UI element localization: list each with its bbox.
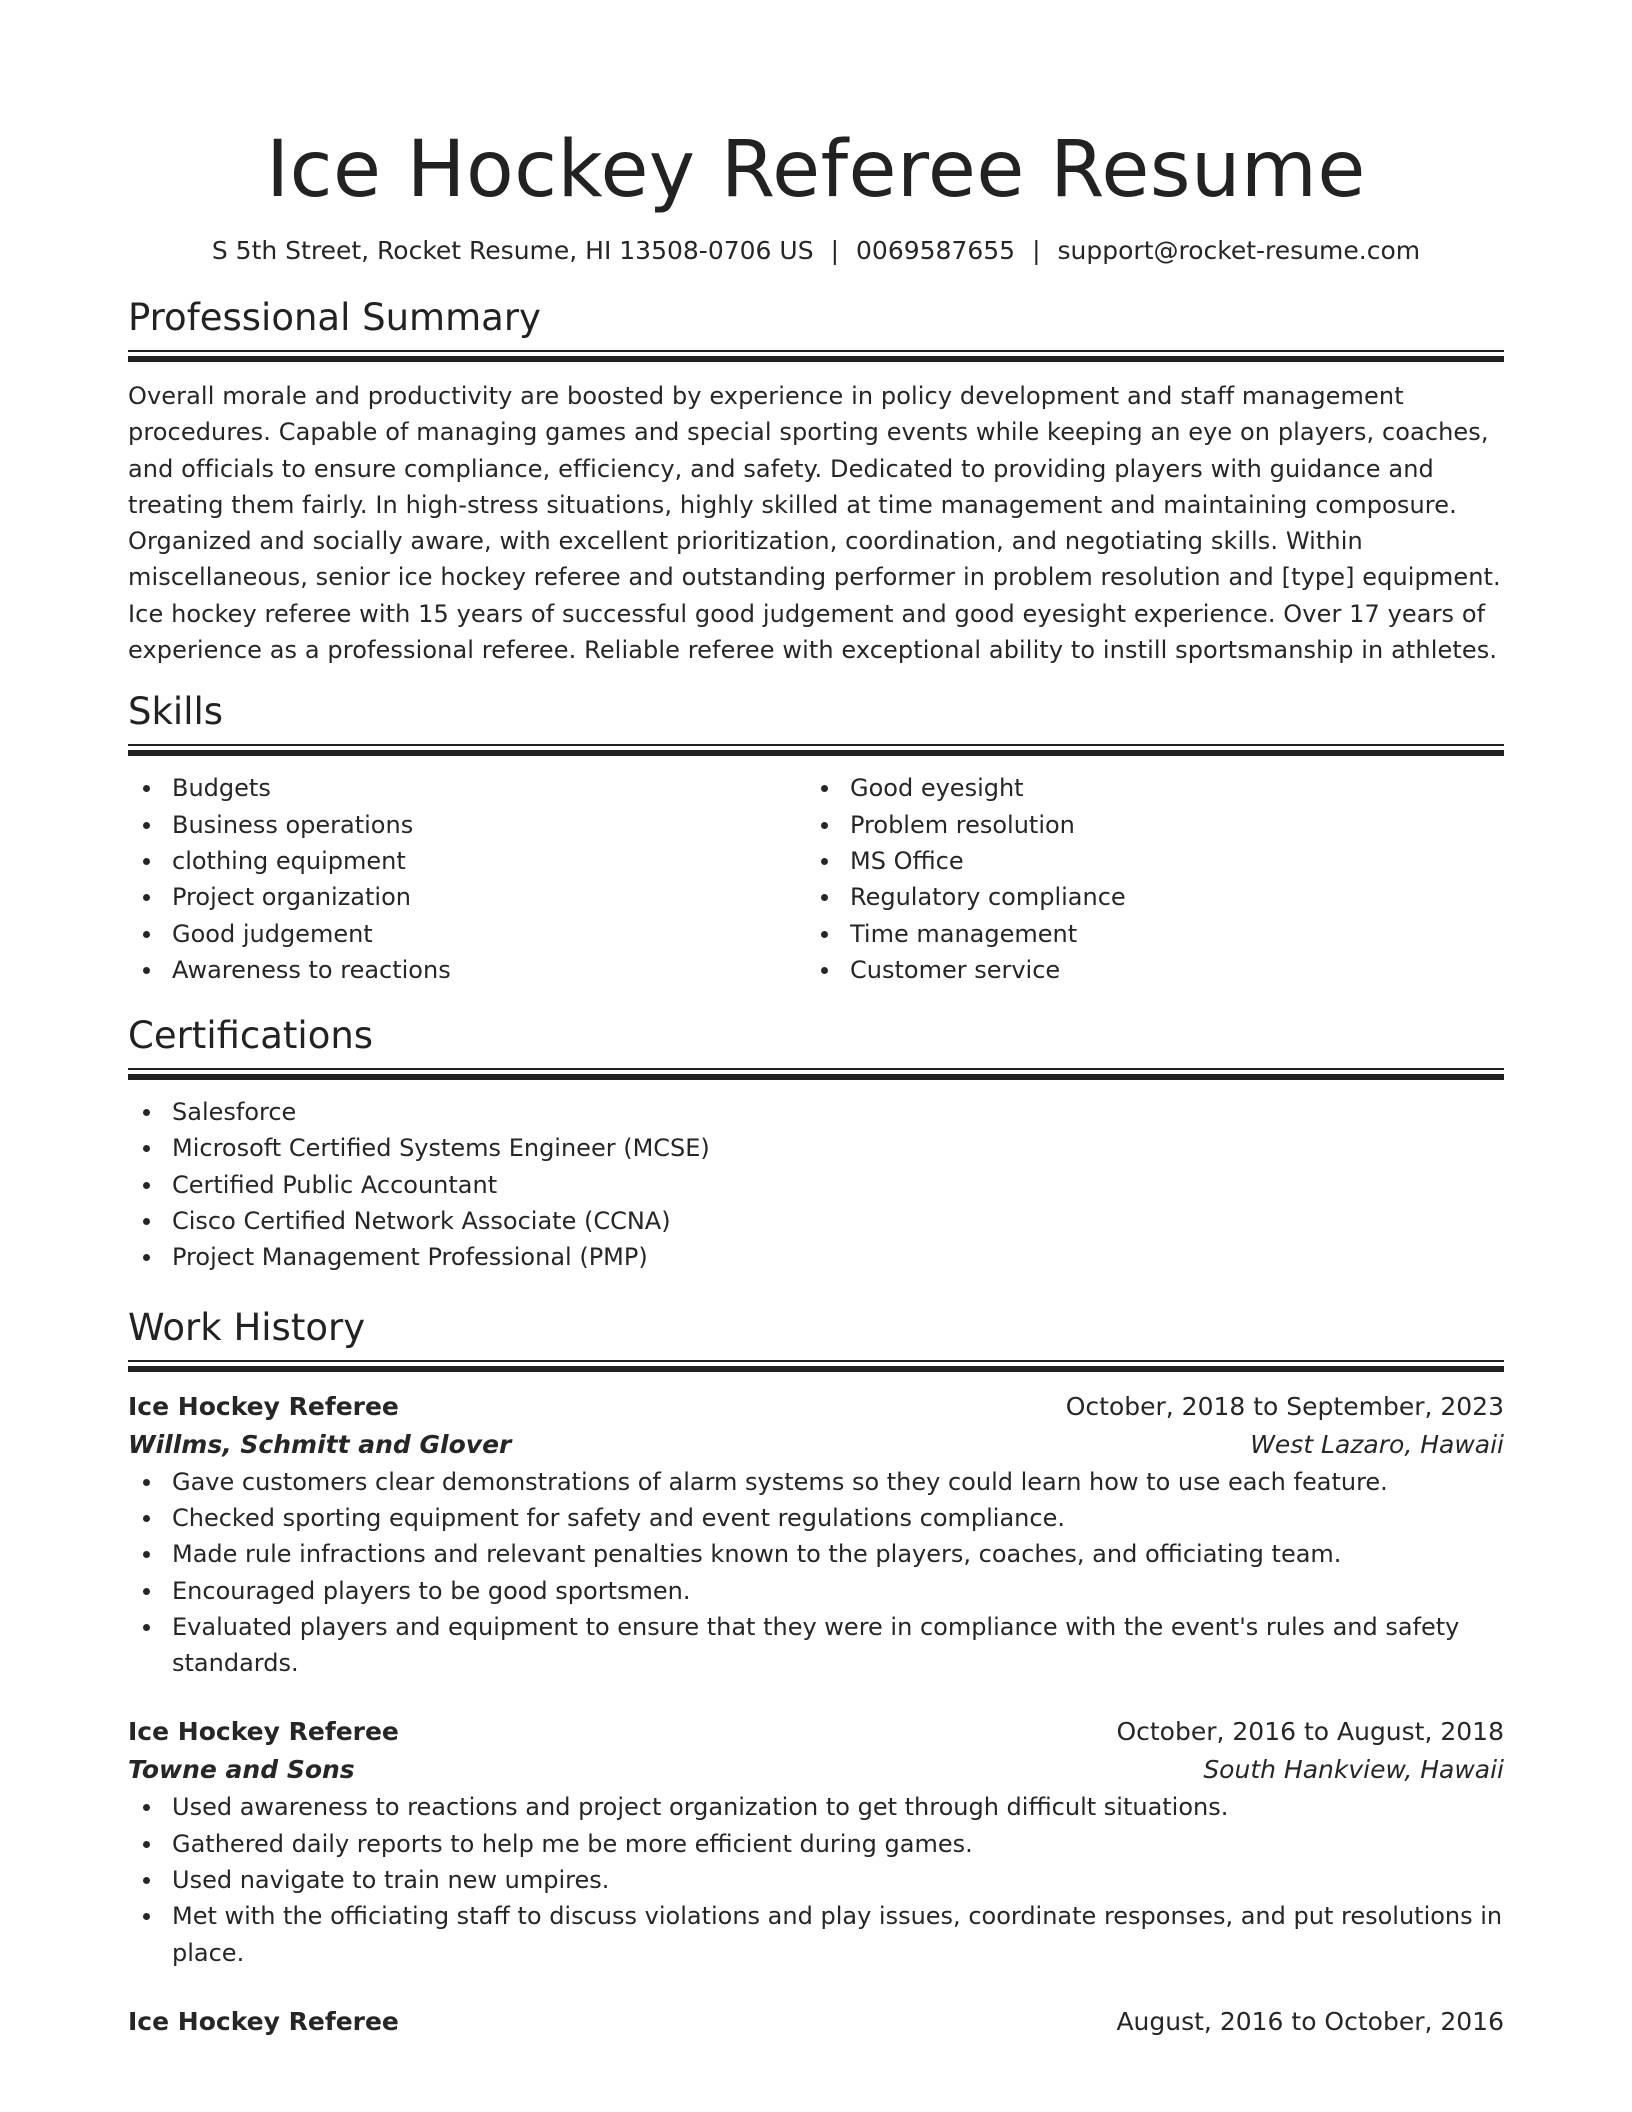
section-divider bbox=[128, 744, 1504, 756]
section-divider bbox=[128, 350, 1504, 362]
job-location: West Lazaro, Hawaii bbox=[1250, 1429, 1504, 1459]
resume-title: Ice Hockey Referee Resume bbox=[266, 125, 1366, 215]
skills-heading: Skills bbox=[128, 690, 224, 734]
skill-item: MS Office bbox=[806, 843, 1484, 879]
job-header bbox=[128, 1388, 1504, 1426]
work-history-section bbox=[128, 1304, 1504, 2041]
job-bullet: Met with the officiating staff to discuss violations and play issues, coordinate responses, and put resolutions in place. bbox=[128, 1898, 1504, 1971]
skills-column-right bbox=[806, 770, 1484, 988]
skill-item: Budgets bbox=[128, 770, 806, 806]
job-bullet: Evaluated players and equipment to ensure that they were in compliance with the event's rules and safety standards. bbox=[128, 1609, 1504, 1682]
job-entry bbox=[128, 1388, 1504, 1682]
skills-list-right bbox=[806, 770, 1484, 988]
job-bullet: Made rule infractions and relevant penalties known to the players, coaches, and officiating team. bbox=[128, 1536, 1504, 1572]
certification-item: Project Management Professional (PMP) bbox=[128, 1239, 1504, 1275]
job-dates: October, 2016 to August, 2018 bbox=[1116, 1717, 1504, 1747]
job-title: Ice Hockey Referee bbox=[128, 1391, 399, 1421]
job-bullet: Gave customers clear demonstrations of alarm systems so they could learn how to use each feature. bbox=[128, 1464, 1504, 1500]
job-bullets bbox=[128, 1789, 1504, 1970]
skill-item: Customer service bbox=[806, 952, 1484, 988]
contact-separator: | bbox=[1032, 236, 1041, 265]
job-bullet: Checked sporting equipment for safety and event regulations compliance. bbox=[128, 1500, 1504, 1536]
job-entry bbox=[128, 2003, 1504, 2041]
job-bullet: Used awareness to reactions and project organization to get through difficult situations. bbox=[128, 1789, 1504, 1825]
skill-item: Problem resolution bbox=[806, 807, 1484, 843]
work-history-heading: Work History bbox=[128, 1305, 366, 1349]
skill-item: Business operations bbox=[128, 807, 806, 843]
skill-item: Regulatory compliance bbox=[806, 879, 1484, 915]
skill-item: clothing equipment bbox=[128, 843, 806, 879]
certification-item: Salesforce bbox=[128, 1094, 1504, 1130]
summary-heading: Professional Summary bbox=[128, 296, 541, 339]
certification-item: Certified Public Accountant bbox=[128, 1167, 1504, 1203]
job-dates: October, 2018 to September, 2023 bbox=[1065, 1391, 1504, 1421]
summary-section bbox=[128, 294, 1504, 668]
contact-address: S 5th Street, Rocket Resume, HI 13508-0706 US bbox=[211, 236, 814, 265]
job-bullet: Gathered daily reports to help me be more efficient during games. bbox=[128, 1826, 1504, 1862]
skills-grid bbox=[128, 770, 1504, 988]
job-header bbox=[128, 2003, 1504, 2041]
skill-item: Awareness to reactions bbox=[128, 952, 806, 988]
job-title: Ice Hockey Referee bbox=[128, 1717, 399, 1747]
job-subheader bbox=[128, 1426, 1504, 1464]
certifications-list bbox=[128, 1094, 1504, 1275]
contact-separator: | bbox=[830, 236, 840, 265]
certifications-section bbox=[128, 1012, 1504, 1275]
job-location: South Hankview, Hawaii bbox=[1203, 1755, 1504, 1785]
skill-item: Time management bbox=[806, 916, 1484, 952]
section-divider bbox=[128, 1360, 1504, 1372]
certification-item: Cisco Certified Network Associate (CCNA) bbox=[128, 1203, 1504, 1239]
contact-email[interactable]: support@rocket-resume.com bbox=[1057, 236, 1421, 265]
contact-phone: 0069587655 bbox=[856, 236, 1016, 265]
skill-item: Good judgement bbox=[128, 916, 806, 952]
job-bullet: Used navigate to train new umpires. bbox=[128, 1862, 1504, 1898]
job-company: Towne and Sons bbox=[128, 1755, 355, 1785]
job-dates: August, 2016 to October, 2016 bbox=[1116, 2006, 1504, 2036]
contact-line bbox=[128, 234, 1504, 268]
skill-item: Project organization bbox=[128, 879, 806, 915]
job-bullet: Encouraged players to be good sportsmen. bbox=[128, 1573, 1504, 1609]
summary-text: Overall morale and productivity are boosted by experience in policy development and staff management procedures. Capable of managing games and special sporting events while keeping an eye on players, coaches, and officials to ensure compliance, efficiency, and safety. Dedicated to providing players with guidance and treating them fairly. In high-stress situations, highly skilled at time management and maintaining composure. Organized and socially aware, with excellent prioritization, coordination, and negotiating skills. Within miscellaneous, senior ice hockey referee and outstanding performer in problem resolution and [type] equipment. Ice hockey referee with 15 years of successful good judgement and good eyesight experience. Over 17 years of experience as a professional referee. Reliable referee with exceptional ability to instill sportsmanship in athletes. bbox=[128, 382, 1501, 665]
job-title: Ice Hockey Referee bbox=[128, 2006, 399, 2036]
job-bullets bbox=[128, 1464, 1504, 1682]
section-divider bbox=[128, 1068, 1504, 1080]
job-subheader bbox=[128, 1751, 1504, 1789]
job-header bbox=[128, 1713, 1504, 1751]
skill-item: Good eyesight bbox=[806, 770, 1484, 806]
job-company: Willms, Schmitt and Glover bbox=[128, 1429, 512, 1459]
skills-section bbox=[128, 688, 1504, 988]
certifications-heading: Certifications bbox=[128, 1014, 374, 1058]
certification-item: Microsoft Certified Systems Engineer (MCSE) bbox=[128, 1130, 1504, 1166]
job-entry bbox=[128, 1713, 1504, 1970]
skills-column-left bbox=[128, 770, 806, 988]
skills-list-left bbox=[128, 770, 806, 988]
